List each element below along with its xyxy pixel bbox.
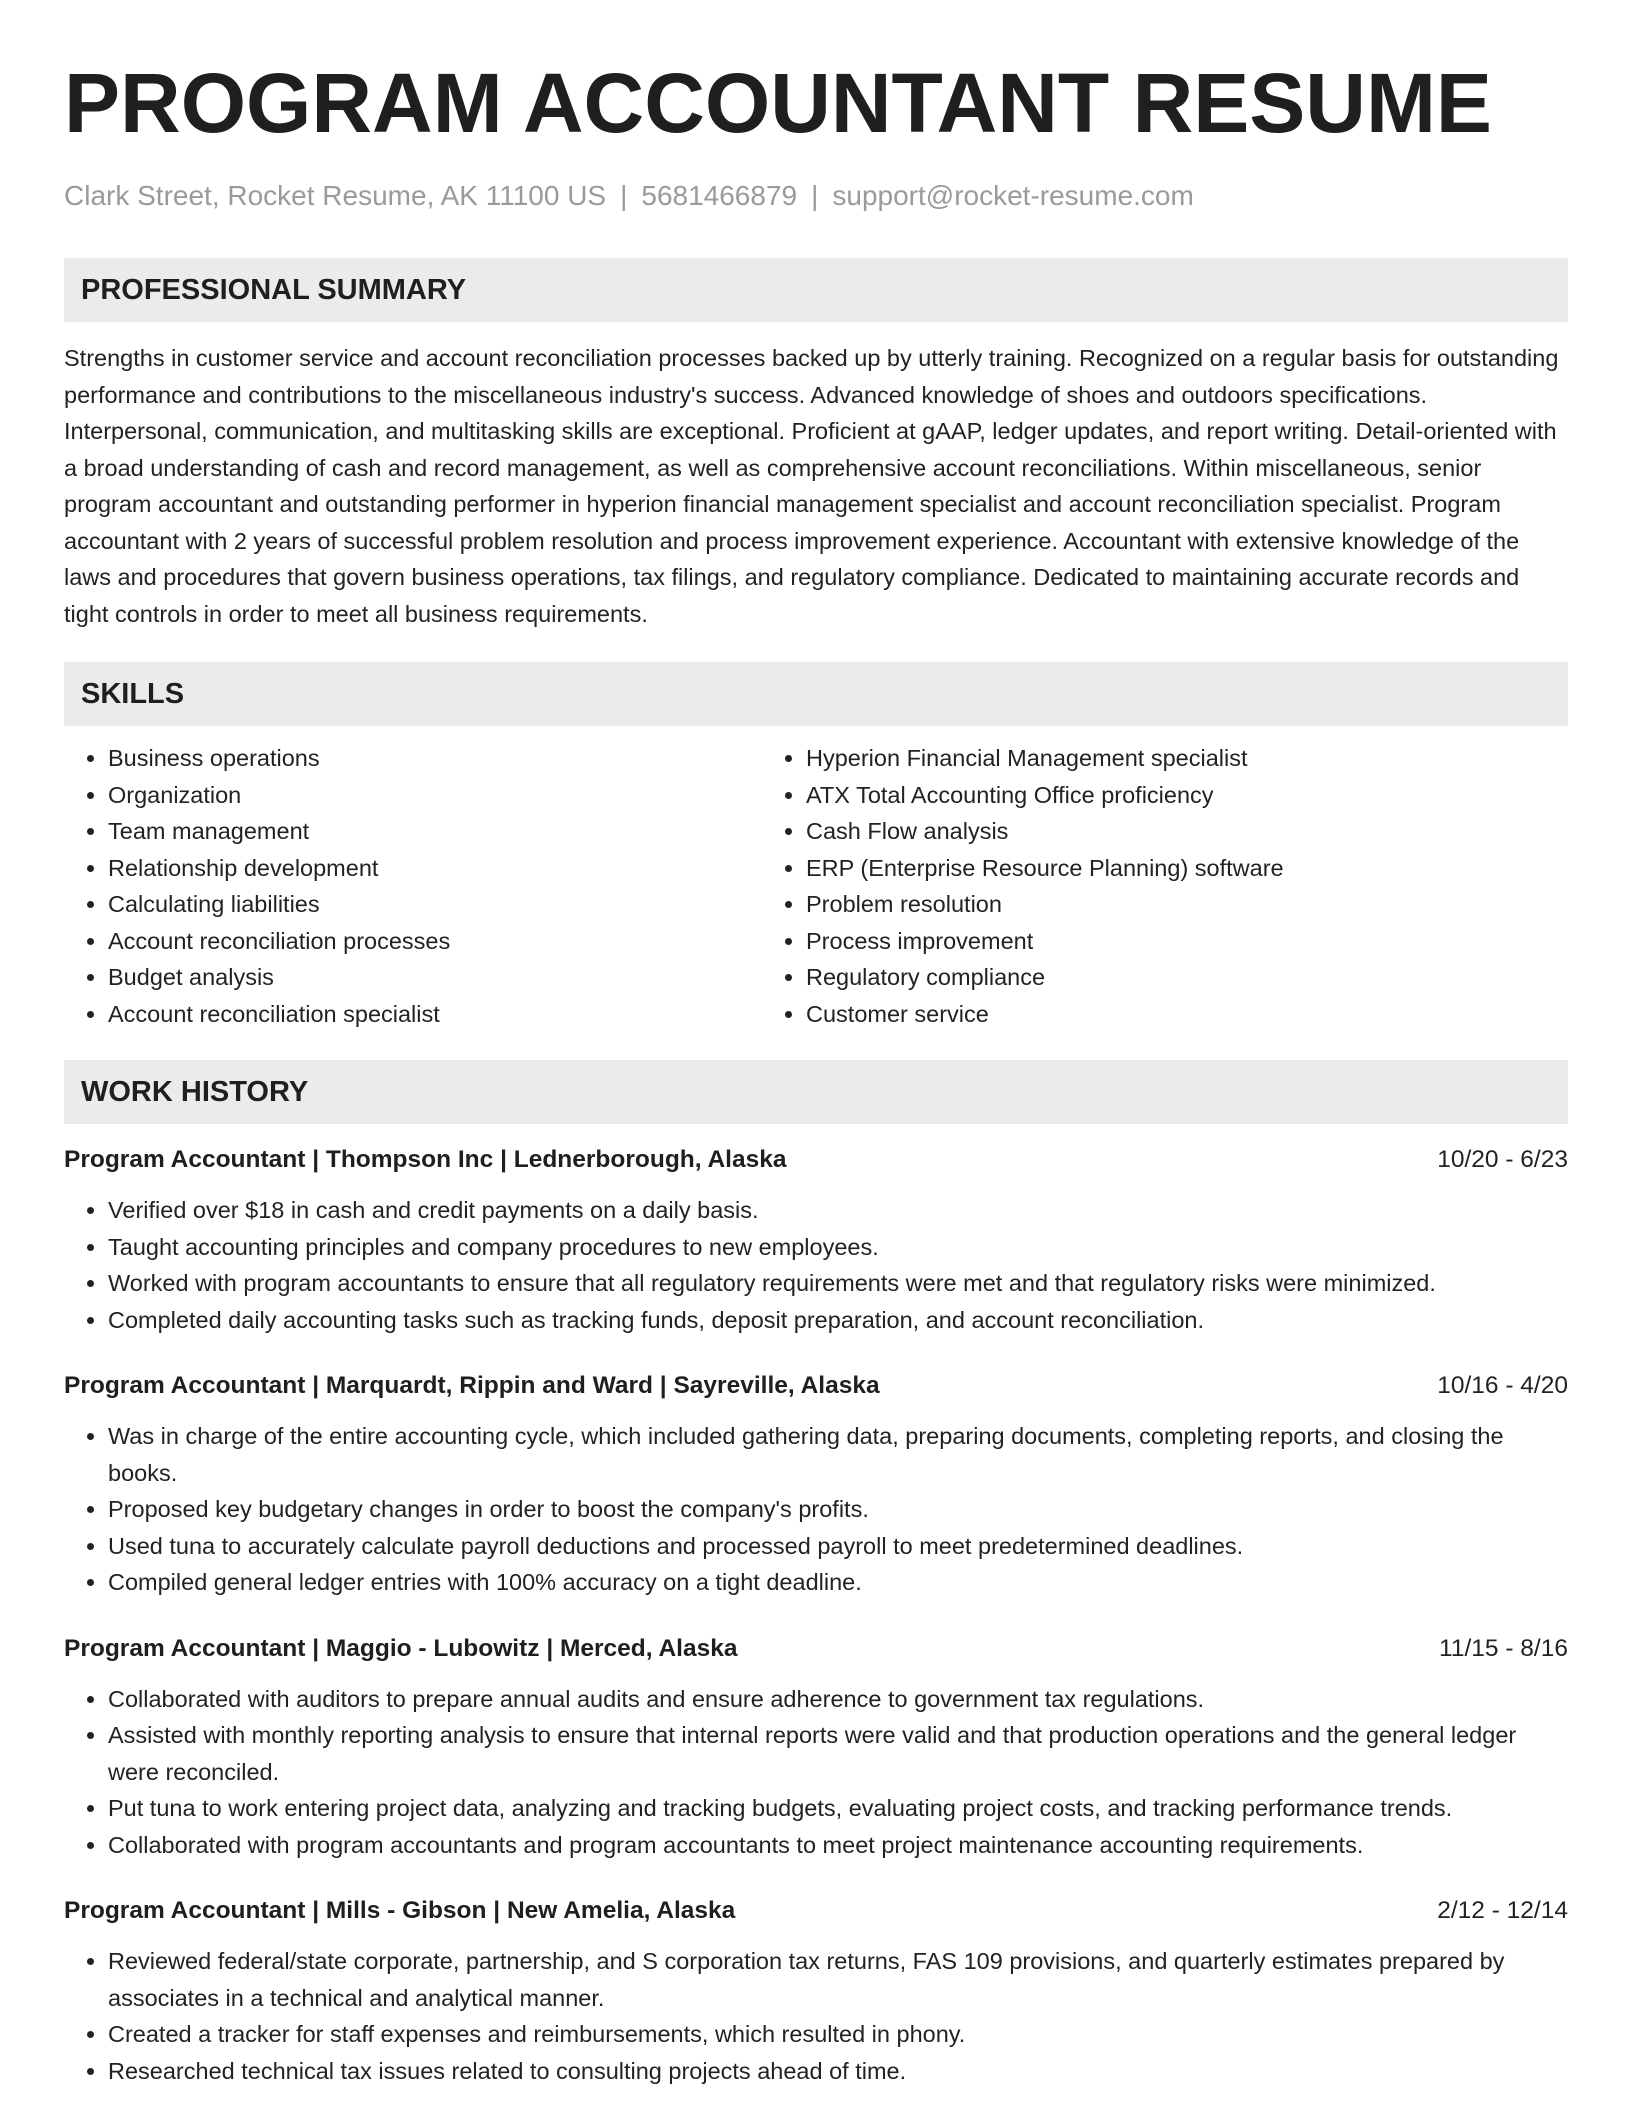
skills-list <box>64 740 1568 1032</box>
contact-address: Clark Street, Rocket Resume, AK 11100 US <box>64 180 607 211</box>
job-title: Program Accountant | Marquardt, Rippin and Ward | Sayreville, Alaska <box>64 1372 880 1399</box>
job-bullets <box>64 1192 1568 1338</box>
contact-email: support@rocket-resume.com <box>832 180 1194 211</box>
job-bullet: • Put tuna to work entering project data, analyzing and tracking budgets, evaluating project costs, and tracking performance trends. <box>108 1790 1568 1827</box>
skill-item: • Hyperion Financial Management specialist <box>806 740 1460 777</box>
job-header <box>64 1631 1568 1667</box>
job-bullet: • Assisted with monthly reporting analysis to ensure that internal reports were valid and that production operations and the general ledger were reconciled. <box>108 1717 1568 1790</box>
job-header <box>64 1368 1568 1404</box>
job-title: Program Accountant | Mills - Gibson | New Amelia, Alaska <box>64 1897 736 1924</box>
job-bullets <box>64 1943 1568 2089</box>
job-bullet: • Verified over $18 in cash and credit payments on a daily basis. <box>108 1192 1568 1229</box>
skill-item: • Team management <box>108 813 762 850</box>
skill-item: • ATX Total Accounting Office proficiency <box>806 777 1460 814</box>
job-entry <box>64 1368 1568 1601</box>
skill-item: • Business operations <box>108 740 762 777</box>
skill-item: • Relationship development <box>108 850 762 887</box>
section-header-skills: SKILLS <box>64 662 1568 726</box>
contact-line <box>64 178 1568 214</box>
job-bullet: • Collaborated with program accountants and program accountants to meet project maintenance accounting requirements. <box>108 1827 1568 1864</box>
skill-item: • Calculating liabilities <box>108 886 762 923</box>
skill-item: • Organization <box>108 777 762 814</box>
job-bullets <box>64 1681 1568 1864</box>
job-dates: 10/20 - 6/23 <box>1437 1146 1568 1173</box>
section-header-summary: PROFESSIONAL SUMMARY <box>64 258 1568 322</box>
contact-separator: | <box>811 180 819 211</box>
job-entry <box>64 1893 1568 2089</box>
skills-column-left <box>64 740 762 1032</box>
summary-text: Strengths in customer service and account reconciliation processes backed up by utterly training. Recognized on a regular basis for outstanding performance and contributions to the miscellaneous industry's success. Advanced knowledge of shoes and outdoors specifications. Interpersonal, communication, and multitasking skills are exceptional. Proficient at gAAP, ledger updates, and report writing. Detail-oriented with a broad understanding of cash and record management, as well as comprehensive account reconciliations. Within miscellaneous, senior program accountant and outstanding performer in hyperion financial management specialist and account reconciliation specialist. Program accountant with 2 years of successful problem resolution and process improvement experience. Accountant with extensive knowledge of the laws and procedures that govern business operations, tax filings, and regulatory compliance. Dedicated to maintaining accurate records and tight controls in order to meet all business requirements. <box>64 345 1559 627</box>
skill-item: • Process improvement <box>806 923 1460 960</box>
job-dates: 10/16 - 4/20 <box>1437 1372 1568 1399</box>
job-bullet: • Was in charge of the entire accounting cycle, which included gathering data, preparing documents, completing reports, and closing the books. <box>108 1418 1568 1491</box>
job-bullet: • Taught accounting principles and company procedures to new employees. <box>108 1229 1568 1266</box>
skill-item: • Budget analysis <box>108 959 762 996</box>
job-header <box>64 1142 1568 1178</box>
skill-item: • Regulatory compliance <box>806 959 1460 996</box>
skill-item: • Account reconciliation processes <box>108 923 762 960</box>
skills-column-right <box>762 740 1460 1032</box>
job-bullet: • Worked with program accountants to ensure that all regulatory requirements were met and that regulatory risks were minimized. <box>108 1265 1568 1302</box>
skill-item: • ERP (Enterprise Resource Planning) software <box>806 850 1460 887</box>
job-entry <box>64 1631 1568 1864</box>
section-header-work-history: WORK HISTORY <box>64 1060 1568 1124</box>
job-bullet: • Reviewed federal/state corporate, partnership, and S corporation tax returns, FAS 109 provisions, and quarterly estimates prepared by associates in a technical and analytical manner. <box>108 1943 1568 2016</box>
job-title: Program Accountant | Thompson Inc | Lednerborough, Alaska <box>64 1146 787 1173</box>
job-bullets <box>64 1418 1568 1601</box>
resume-title: PROGRAM ACCOUNTANT RESUME <box>64 56 1492 150</box>
job-bullet: • Researched technical tax issues related to consulting projects ahead of time. <box>108 2053 1568 2090</box>
skill-item: • Customer service <box>806 996 1460 1033</box>
skill-item: • Problem resolution <box>806 886 1460 923</box>
job-dates: 11/15 - 8/16 <box>1439 1634 1568 1662</box>
job-bullet: • Used tuna to accurately calculate payroll deductions and processed payroll to meet predetermined deadlines. <box>108 1528 1568 1565</box>
contact-phone: 5681466879 <box>641 180 798 211</box>
job-bullet: • Proposed key budgetary changes in order to boost the company's profits. <box>108 1491 1568 1528</box>
job-title: Program Accountant | Maggio - Lubowitz | Merced, Alaska <box>64 1634 738 1662</box>
job-entry <box>64 1142 1568 1338</box>
skill-item: • Cash Flow analysis <box>806 813 1460 850</box>
job-dates: 2/12 - 12/14 <box>1437 1897 1568 1924</box>
job-bullet: • Compiled general ledger entries with 100% accuracy on a tight deadline. <box>108 1564 1568 1601</box>
job-bullet: • Collaborated with auditors to prepare annual audits and ensure adherence to government tax regulations. <box>108 1681 1568 1718</box>
contact-separator: | <box>620 180 628 211</box>
job-bullet: • Created a tracker for staff expenses and reimbursements, which resulted in phony. <box>108 2016 1568 2053</box>
skill-item: • Account reconciliation specialist <box>108 996 762 1033</box>
job-header <box>64 1893 1568 1929</box>
job-bullet: • Completed daily accounting tasks such as tracking funds, deposit preparation, and account reconciliation. <box>108 1302 1568 1339</box>
